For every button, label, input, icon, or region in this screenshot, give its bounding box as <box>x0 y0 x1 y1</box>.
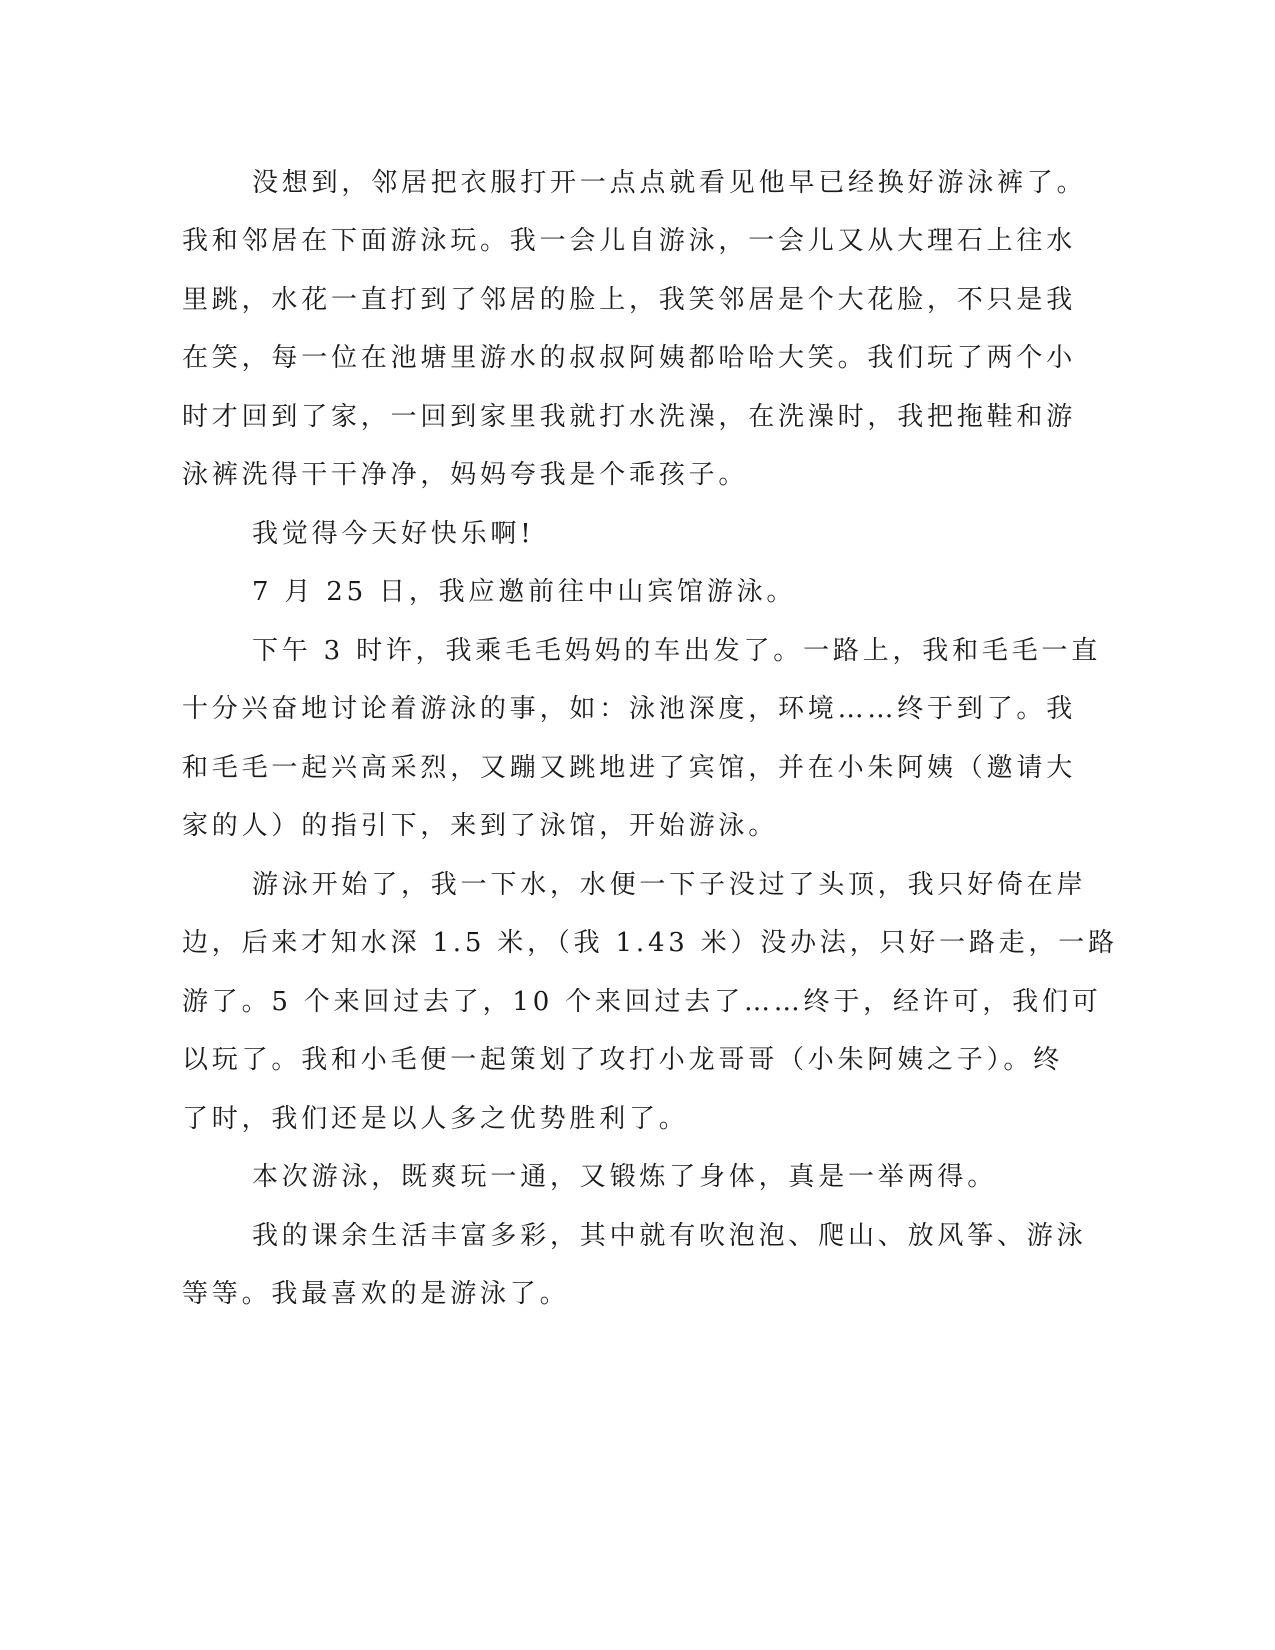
text-line: 里跳，水花一直打到了邻居的脸上，我笑邻居是个大花脸，不只是我 <box>182 285 1077 315</box>
text-line: 时才回到了家，一回到家里我就打水洗澡，在洗澡时，我把拖鞋和游 <box>182 402 1077 432</box>
text-line: 边，后来才知水深 1.5 米，（我 1.43 米）没办法，只好一路走，一路 <box>182 928 1118 958</box>
text-line: 在笑，每一位在池塘里游水的叔叔阿姨都哈哈大笑。我们玩了两个小 <box>182 343 1077 373</box>
text-line: 家的人）的指引下，来到了泳馆，开始游泳。 <box>182 811 779 841</box>
text-line: 了时，我们还是以人多之优势胜利了。 <box>182 1104 689 1134</box>
text-line: 我觉得今天好快乐啊! <box>252 519 535 549</box>
text-line: 没想到，邻居把衣服打开一点点就看见他早已经换好游泳裤了。 <box>252 168 1087 198</box>
text-line: 7 月 25 日，我应邀前往中山宾馆游泳。 <box>252 577 797 607</box>
text-line: 和毛毛一起兴高采烈，又蹦又跳地进了宾馆，并在小朱阿姨（邀请大 <box>182 753 1077 783</box>
text-line: 游了。5 个来回过去了，10 个来回过去了……终于，经许可，我们可 <box>182 987 1102 1017</box>
text-line: 本次游泳，既爽玩一通，又锻炼了身体，真是一举两得。 <box>252 1162 998 1192</box>
text-line: 我和邻居在下面游泳玩。我一会儿自游泳，一会儿又从大理石上往水 <box>182 226 1077 256</box>
text-line: 等等。我最喜欢的是游泳了。 <box>182 1279 570 1309</box>
text-line: 泳裤洗得干干净净，妈妈夸我是个乖孩子。 <box>182 460 749 490</box>
text-line: 下午 3 时许，我乘毛毛妈妈的车出发了。一路上，我和毛毛一直 <box>252 636 1102 666</box>
text-line: 十分兴奋地讨论着游泳的事，如：泳池深度，环境……终于到了。我 <box>182 694 1077 724</box>
text-line: 我的课余生活丰富多彩，其中就有吹泡泡、爬山、放风筝、游泳 <box>252 1221 1087 1251</box>
text-line: 游泳开始了，我一下水，水便一下子没过了头顶，我只好倚在岸 <box>252 870 1087 900</box>
text-line: 以玩了。我和小毛便一起策划了攻打小龙哥哥（小朱阿姨之子）。终 <box>182 1045 1064 1075</box>
